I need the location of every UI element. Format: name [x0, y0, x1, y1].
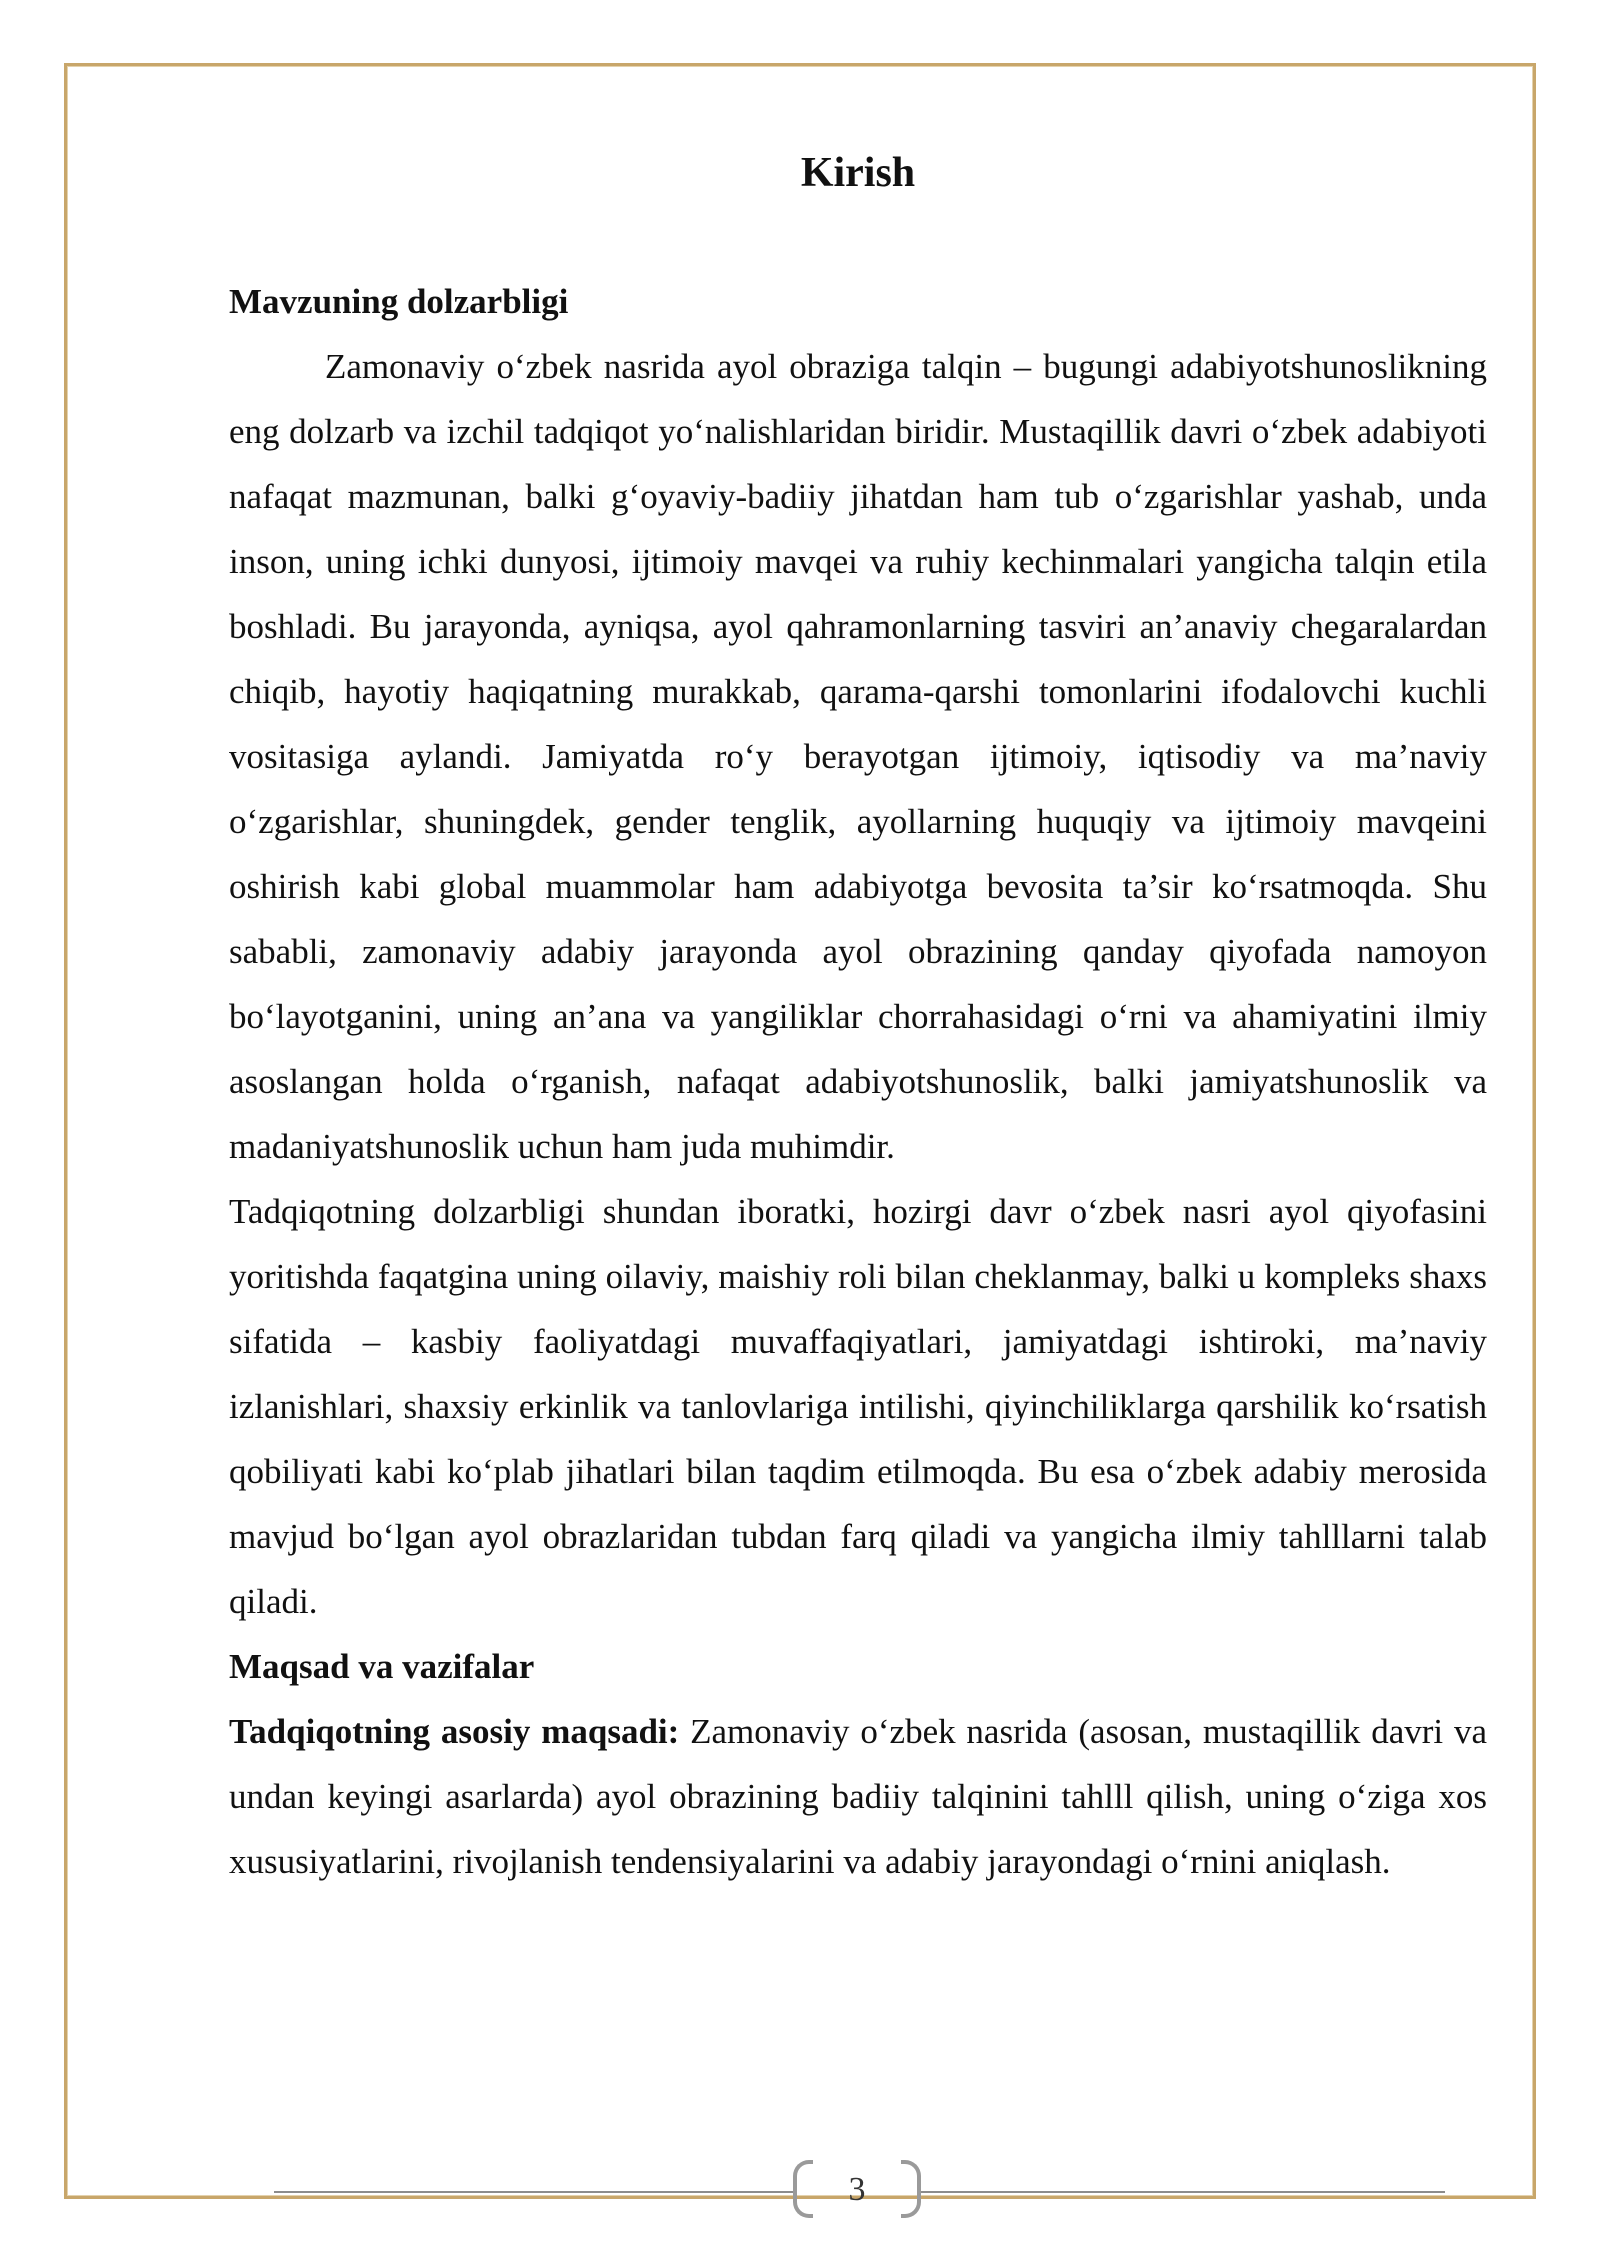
footer-rule-left	[274, 2191, 794, 2193]
page-footer	[0, 2160, 1600, 2220]
paragraph-goals	[229, 1699, 1487, 1894]
goal-lead-label: Tadqiqotning asosiy maqsadi:	[229, 1712, 680, 1751]
section-heading-relevance: Mavzuning dolzarbligi	[229, 282, 569, 321]
goal-text: Zamonaviy o‘zbek nasrida (asosan, mustaqillik davri va undan keyingi asarlarda) ayol obrazining badiiy talqinini tahlll qilish, uning o‘ziga xos xususiyatlarini, rivojlanish tendensiyalarini va adabiy jarayondagi o‘rnini aniqlash.	[229, 1712, 1488, 1881]
paragraph-relevance-2: Tadqiqotning dolzarbligi shundan iboratki, hozirgi davr o‘zbek nasri ayol qiyofasini yoritishda faqatgina uning oilaviy, maishiy roli bilan cheklanmay, balki u kompleks shaxs sifatida – kasbiy faoliyatdagi muvaffaqiyatlari, jamiyatdagi ishtiroki, ma’naviy izlanishlari, shaxsiy erkinlik va tanlovlariga intilishi, qiyinchiliklarga qarshilik ko‘rsatish qobiliyati kabi ko‘plab jihatlari bilan taqdim etilmoqda. Bu esa o‘zbek adabiy merosida mavjud bo‘lgan ayol obrazlaridan tubdan farq qiladi va yangicha ilmiy tahlllarni talab qiladi.	[229, 1192, 1487, 1621]
footer-rule-right	[920, 2191, 1445, 2193]
page-title: Kirish	[800, 150, 916, 196]
paragraph-relevance-1: Zamonaviy o‘zbek nasrida ayol obraziga talqin – bugungi adabiyotshunoslikning eng dolzarb va izchil tadqiqot yo‘nalishlaridan biridir. Mustaqillik davri o‘zbek adabiyoti nafaqat mazmunan, balki g‘oyaviy-badiiy jihatdan ham tub o‘zgarishlar yashab, unda inson, uning ichki dunyosi, ijtimoiy mavqei va ruhiy kechinmalari yangicha talqin etila boshladi. Bu jarayonda, ayniqsa, ayol qahramonlarning tasviri an’anaviy chegaralardan chiqib, hayotiy haqiqatning murakkab, qarama-qarshi tomonlarini ifodalovchi kuchli vositasiga aylandi. Jamiyatda ro‘y berayotgan ijtimoiy, iqtisodiy va ma’naviy o‘zgarishlar, shuningdek, gender tenglik, ayollarning huquqiy va ijtimoiy mavqeini oshirish kabi global muammolar ham adabiyotga bevosita ta’sir ko‘rsatmoqda. Shu sababli, zamonaviy adabiy jarayonda ayol obrazining qanday qiyofada namoyon bo‘layotganini, uning an’ana va yangiliklar chorrahasidagi o‘rni va ahamiyatini ilmiy asoslangan holda o‘rganish, nafaqat adabiyotshunoslik, balki jamiyatshunoslik va madaniyatshunoslik uchun ham juda muhimdir.	[229, 347, 1487, 1166]
section-heading-goals: Maqsad va vazifalar	[229, 1647, 535, 1686]
document-body	[229, 145, 1487, 1894]
page-number: 3	[848, 2171, 866, 2208]
right-bracket-icon	[901, 2160, 921, 2218]
left-bracket-icon	[793, 2160, 813, 2218]
